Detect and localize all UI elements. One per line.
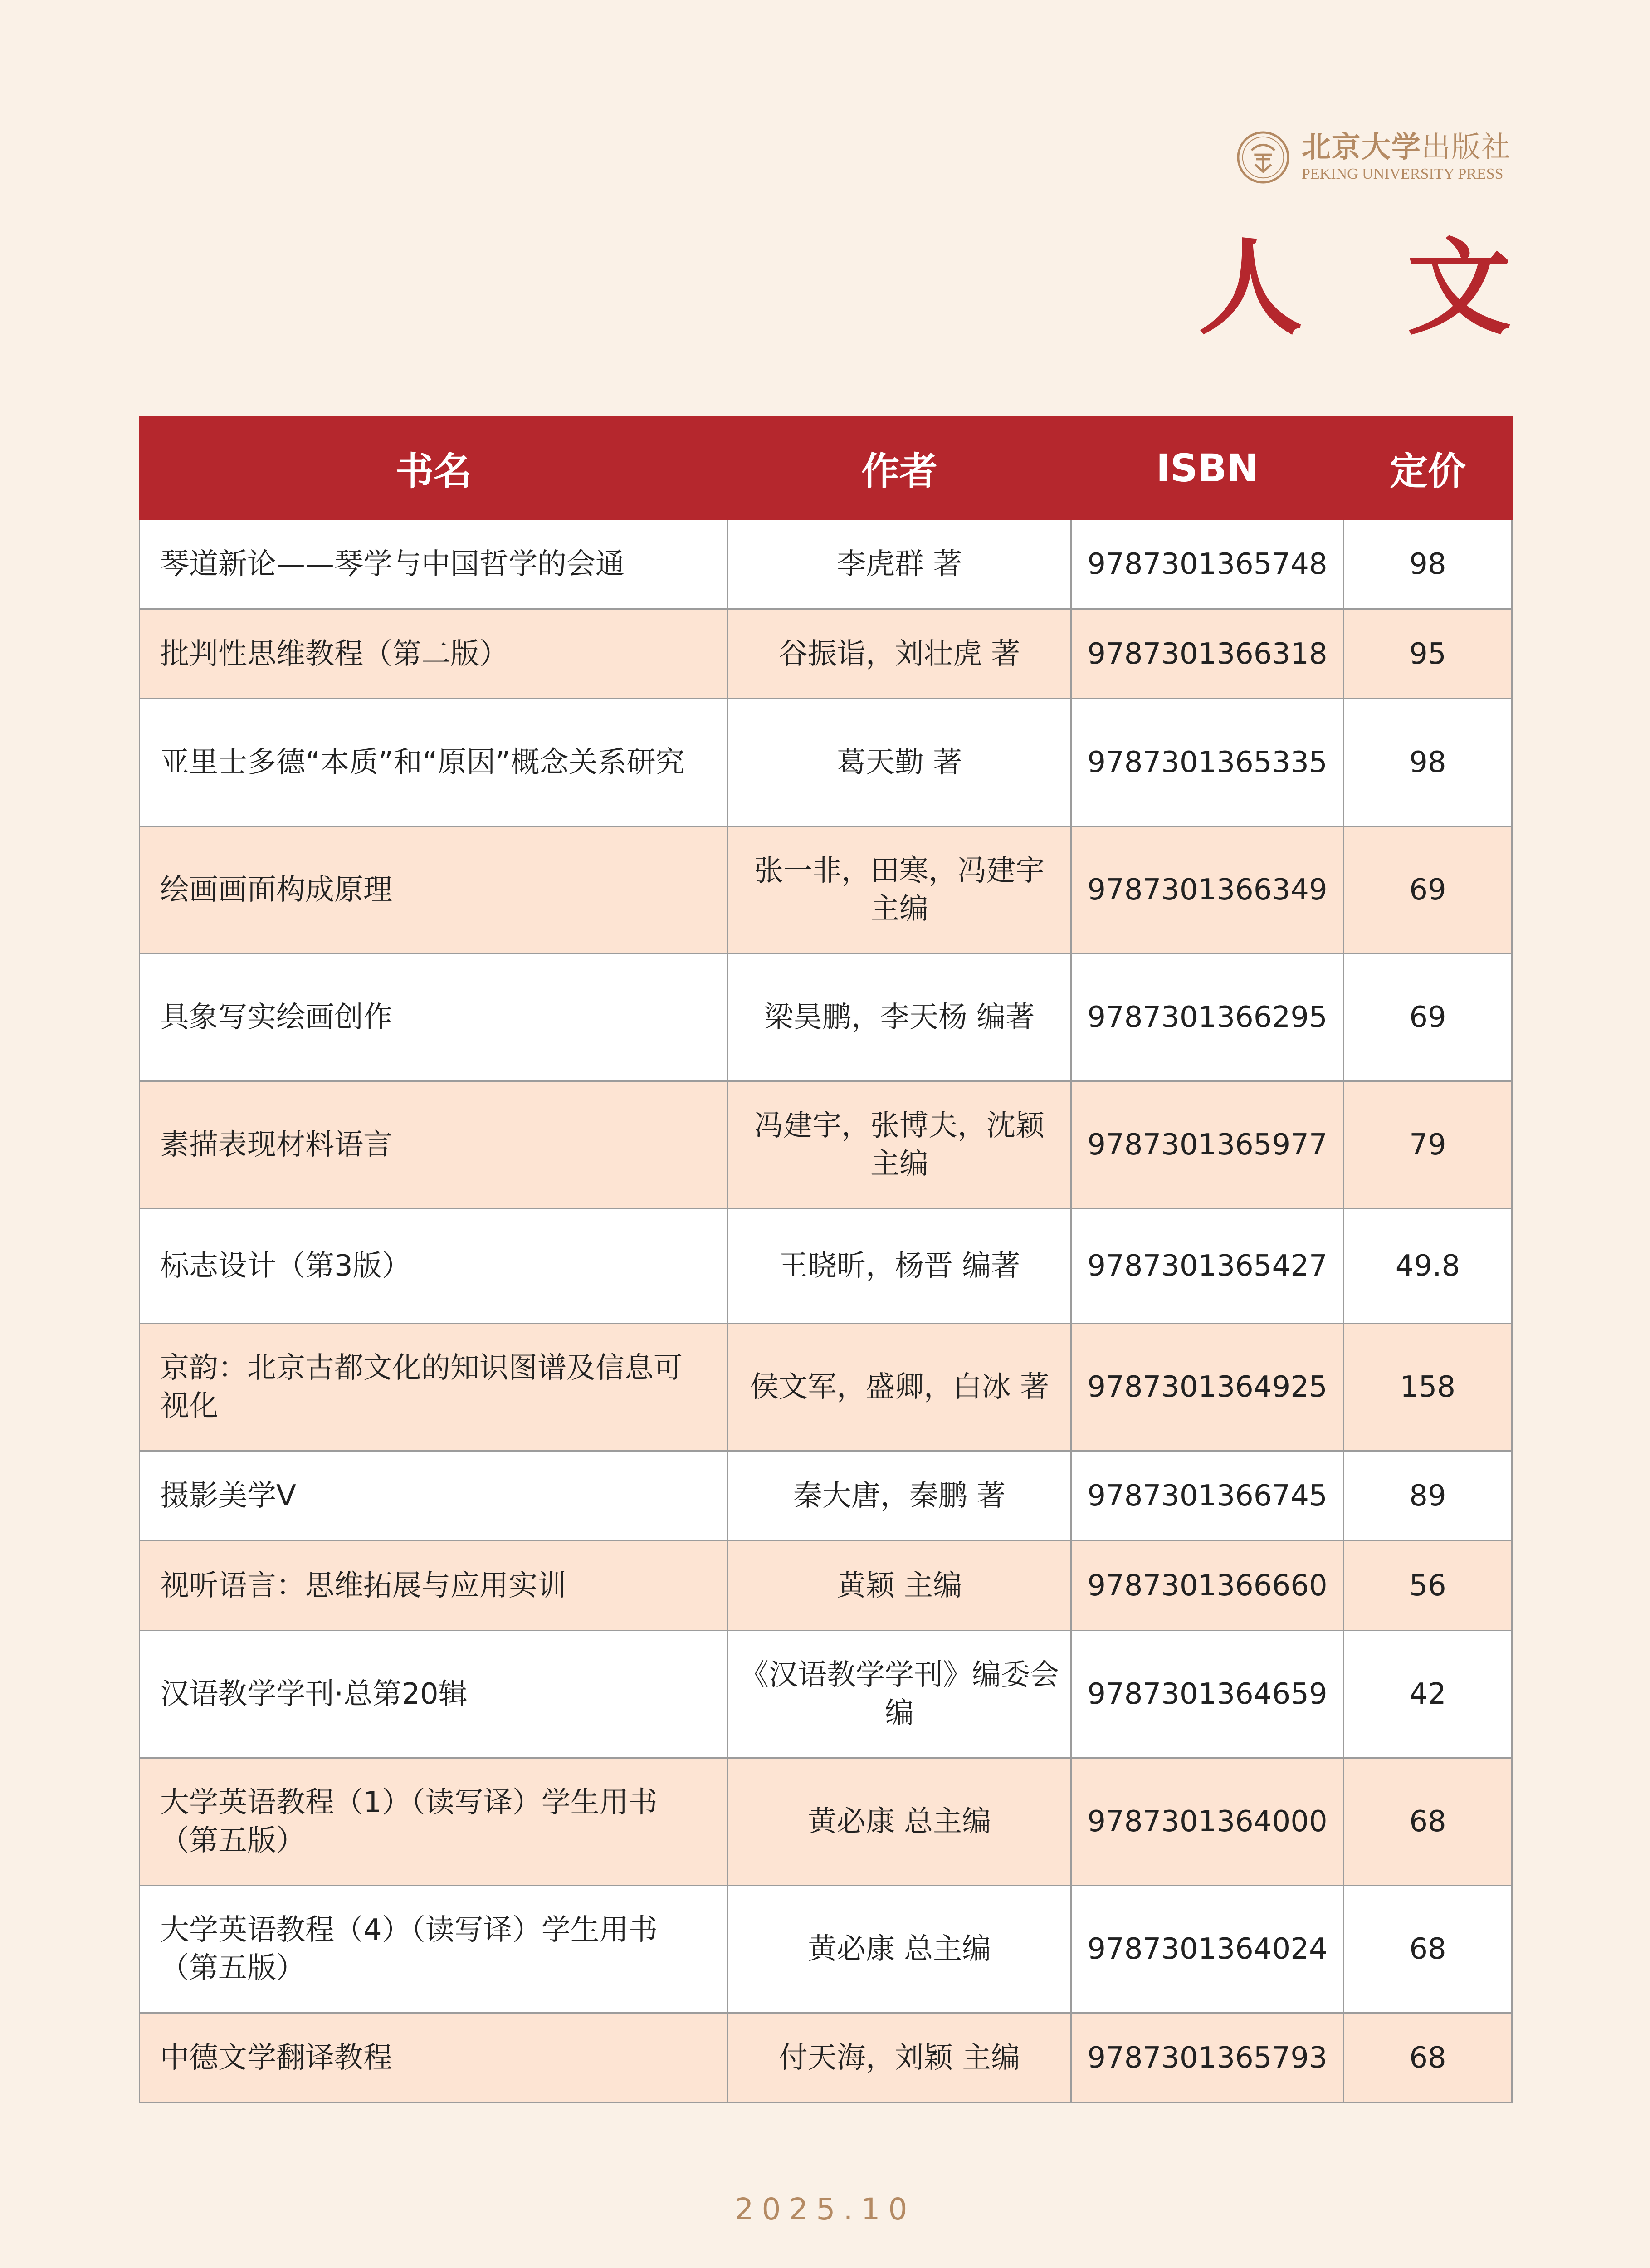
book-title: 视听语言：思维拓展与应用实训 bbox=[140, 1541, 728, 1631]
publisher-name-suffix: 出版社 bbox=[1421, 131, 1511, 164]
book-title: 京韵：北京古都文化的知识图谱及信息可视化 bbox=[140, 1324, 728, 1451]
book-price: 89 bbox=[1344, 1451, 1512, 1541]
book-author: 《汉语教学学刊》编委会 编 bbox=[728, 1631, 1071, 1758]
book-author: 谷振诣，刘壮虎 著 bbox=[728, 609, 1071, 699]
book-title: 大学英语教程（4）（读写译）学生用书（第五版） bbox=[140, 1886, 728, 2013]
book-author: 黄颖 主编 bbox=[728, 1541, 1071, 1631]
book-title: 摄影美学Ⅴ bbox=[140, 1451, 728, 1541]
book-title: 素描表现材料语言 bbox=[140, 1081, 728, 1209]
table-row bbox=[140, 954, 1512, 1081]
table-row bbox=[140, 1631, 1512, 1758]
book-isbn: 9787301364659 bbox=[1071, 1631, 1344, 1758]
book-table bbox=[139, 416, 1513, 2103]
book-price: 68 bbox=[1344, 2013, 1512, 2103]
book-isbn: 9787301364000 bbox=[1071, 1758, 1344, 1886]
table-row bbox=[140, 519, 1512, 609]
book-author: 付天海，刘颖 主编 bbox=[728, 2013, 1071, 2103]
publisher-logo bbox=[1236, 131, 1511, 184]
publisher-wordmark bbox=[1302, 130, 1511, 182]
table-row bbox=[140, 1081, 1512, 1209]
table-row bbox=[140, 1886, 1512, 2013]
column-header-title: 书名 bbox=[140, 417, 728, 519]
book-isbn: 9787301365335 bbox=[1071, 699, 1344, 826]
table-row bbox=[140, 826, 1512, 954]
section-title: 人 文 bbox=[1198, 227, 1511, 349]
book-isbn: 9787301364925 bbox=[1071, 1324, 1344, 1451]
book-title: 中德文学翻译教程 bbox=[140, 2013, 728, 2103]
publisher-name-cn bbox=[1302, 130, 1511, 164]
book-price: 158 bbox=[1344, 1324, 1512, 1451]
book-title: 绘画画面构成原理 bbox=[140, 826, 728, 954]
table-row bbox=[140, 1209, 1512, 1324]
table-row bbox=[140, 1451, 1512, 1541]
book-author: 李虎群 著 bbox=[728, 519, 1071, 609]
book-title: 亚里士多德“本质”和“原因”概念关系研究 bbox=[140, 699, 728, 826]
book-author: 黄必康 总主编 bbox=[728, 1886, 1071, 2013]
book-price: 98 bbox=[1344, 699, 1512, 826]
book-author: 梁昊鹏，李天杨 编著 bbox=[728, 954, 1071, 1081]
table-row bbox=[140, 2013, 1512, 2103]
table-row bbox=[140, 609, 1512, 699]
book-author: 葛天勤 著 bbox=[728, 699, 1071, 826]
book-price: 95 bbox=[1344, 609, 1512, 699]
book-author: 侯文军，盛卿，白冰 著 bbox=[728, 1324, 1071, 1451]
book-isbn: 9787301365793 bbox=[1071, 2013, 1344, 2103]
table-row bbox=[140, 1758, 1512, 1886]
book-author: 冯建宇，张博夫，沈颖 主编 bbox=[728, 1081, 1071, 1209]
book-price: 79 bbox=[1344, 1081, 1512, 1209]
book-isbn: 9787301365427 bbox=[1071, 1209, 1344, 1324]
book-price: 68 bbox=[1344, 1886, 1512, 2013]
column-header-price: 定价 bbox=[1344, 417, 1512, 519]
book-isbn: 9787301366660 bbox=[1071, 1541, 1344, 1631]
book-price: 42 bbox=[1344, 1631, 1512, 1758]
book-price: 49.8 bbox=[1344, 1209, 1512, 1324]
book-isbn: 9787301365748 bbox=[1071, 519, 1344, 609]
book-price: 69 bbox=[1344, 826, 1512, 954]
book-isbn: 9787301365977 bbox=[1071, 1081, 1344, 1209]
table-row bbox=[140, 699, 1512, 826]
book-isbn: 9787301366318 bbox=[1071, 609, 1344, 699]
book-title: 汉语教学学刊·总第20辑 bbox=[140, 1631, 728, 1758]
book-title: 具象写实绘画创作 bbox=[140, 954, 728, 1081]
table-row bbox=[140, 1324, 1512, 1451]
book-price: 69 bbox=[1344, 954, 1512, 1081]
issue-date: 2025.10 bbox=[734, 2192, 916, 2227]
book-title: 批判性思维教程（第二版） bbox=[140, 609, 728, 699]
book-isbn: 9787301366295 bbox=[1071, 954, 1344, 1081]
book-author: 张一非，田寒，冯建宇 主编 bbox=[728, 826, 1071, 954]
column-header-author: 作者 bbox=[728, 417, 1071, 519]
book-author: 王晓昕，杨晋 编著 bbox=[728, 1209, 1071, 1324]
table-header-row bbox=[140, 417, 1512, 519]
book-title: 标志设计（第3版） bbox=[140, 1209, 728, 1324]
book-author: 黄必康 总主编 bbox=[728, 1758, 1071, 1886]
book-price: 98 bbox=[1344, 519, 1512, 609]
book-price: 56 bbox=[1344, 1541, 1512, 1631]
book-title: 大学英语教程（1）（读写译）学生用书（第五版） bbox=[140, 1758, 728, 1886]
book-author: 秦大唐，秦鹏 著 bbox=[728, 1451, 1071, 1541]
publisher-name-en: PEKING UNIVERSITY PRESS bbox=[1302, 166, 1504, 182]
table-row bbox=[140, 1541, 1512, 1631]
pku-seal-icon bbox=[1236, 131, 1290, 184]
book-isbn: 9787301366349 bbox=[1071, 826, 1344, 954]
column-header-isbn: ISBN bbox=[1071, 417, 1344, 519]
book-isbn: 9787301366745 bbox=[1071, 1451, 1344, 1541]
publisher-name-main: 北京大学 bbox=[1302, 130, 1421, 164]
book-price: 68 bbox=[1344, 1758, 1512, 1886]
book-title: 琴道新论——琴学与中国哲学的会通 bbox=[140, 519, 728, 609]
book-isbn: 9787301364024 bbox=[1071, 1886, 1344, 2013]
